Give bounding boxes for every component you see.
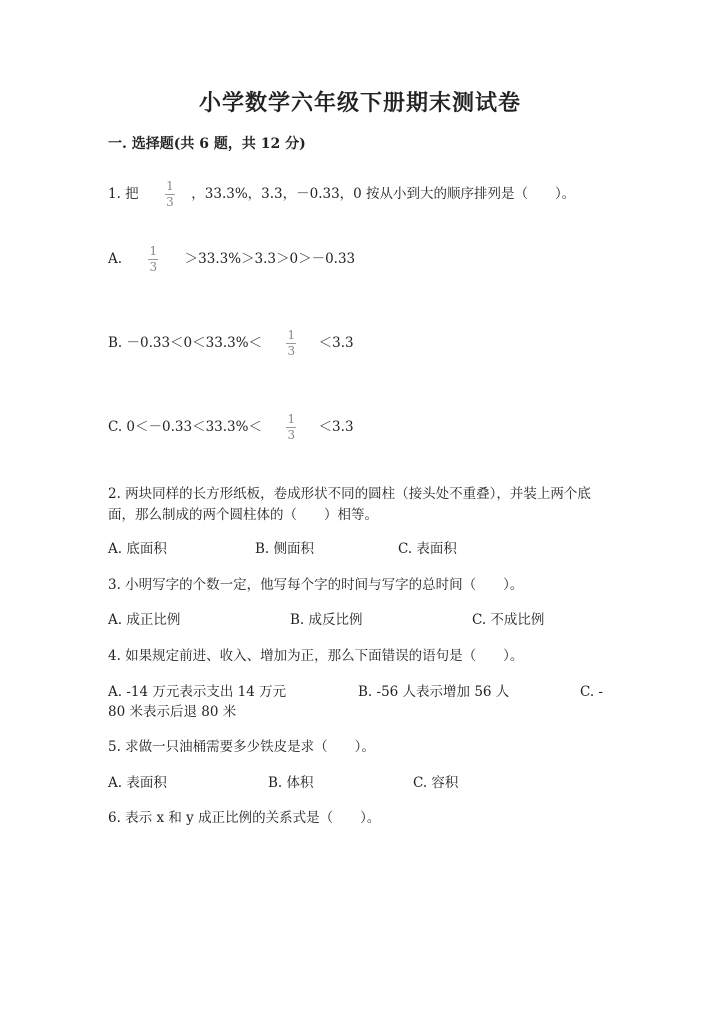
option-c-text: C. 0＜－0.33＜33.3%＜ [108,419,262,435]
fraction-one-third [286,329,296,358]
question-6: 6. 表示 x 和 y 成正比例的关系式是（ ）。 [108,810,381,826]
question-1 [108,180,575,209]
fraction-one-third [286,413,296,442]
section-heading: 一. 选择题(共 6 题，共 12 分) [108,136,306,152]
question-4: 4. 如果规定前进、收入、增加为正，那么下面错误的语句是（ ）。 [108,648,524,664]
fraction-denominator: 3 [149,260,158,274]
question-1-prefix: 1. 把 [108,186,139,202]
fraction-numerator: 1 [287,412,296,426]
question-4-option-b: B. -56 人表示增加 56 人 [358,684,510,700]
fraction-one-third [148,245,158,274]
option-a-text: ＞33.3%＞3.3＞0＞－0.33 [184,251,356,267]
question-2-option-a: A. 底面积 [108,541,167,557]
fraction-numerator: 1 [149,244,158,258]
question-4-option-c: C. - [580,684,603,700]
option-b-text: B. －0.33＜0＜33.3%＜ [108,335,263,351]
page-title: 小学数学六年级下册期末测试卷 [198,90,521,116]
fraction-denominator: 3 [287,428,296,442]
question-1-option-a [108,245,355,274]
fraction-one-third [165,180,175,209]
question-1-suffix: ，33.3%，3.3，－0.33，0 按从小到大的顺序排列是（ ）。 [191,186,576,202]
option-a-label: A. [108,251,123,267]
question-4-option-c-cont: 80 米表示后退 80 米 [108,704,237,720]
question-3: 3. 小明写字的个数一定，他写每个字的时间与写字的总时间（ ）。 [108,577,524,593]
question-2-option-b: B. 侧面积 [255,541,315,557]
question-5-option-a: A. 表面积 [108,775,167,791]
fraction-denominator: 3 [287,344,296,358]
question-3-option-c: C. 不成比例 [472,612,545,628]
fraction-numerator: 1 [287,328,296,342]
option-c-suffix: ＜3.3 [318,419,354,435]
question-2: 2. 两块同样的长方形纸板，卷成形状不同的圆柱（接头处不重叠），并装上两个底面，那么制成的两个圆柱体的（ ）相等。 [108,486,591,523]
fraction-numerator: 1 [166,179,174,193]
question-3-option-a: A. 成正比例 [108,612,181,628]
fraction-denominator: 3 [166,195,174,209]
question-5-option-b: B. 体积 [268,775,314,791]
question-1-option-c [108,413,354,442]
question-3-option-b: B. 成反比例 [290,612,363,628]
option-b-suffix: ＜3.3 [318,335,354,351]
question-4-option-a: A. -14 万元表示支出 14 万元 [108,684,287,700]
question-5: 5. 求做一只油桶需要多少铁皮是求（ ）。 [108,739,375,755]
question-2-option-c: C. 表面积 [398,541,457,557]
question-1-option-b [108,329,354,358]
question-5-option-c: C. 容积 [413,775,459,791]
